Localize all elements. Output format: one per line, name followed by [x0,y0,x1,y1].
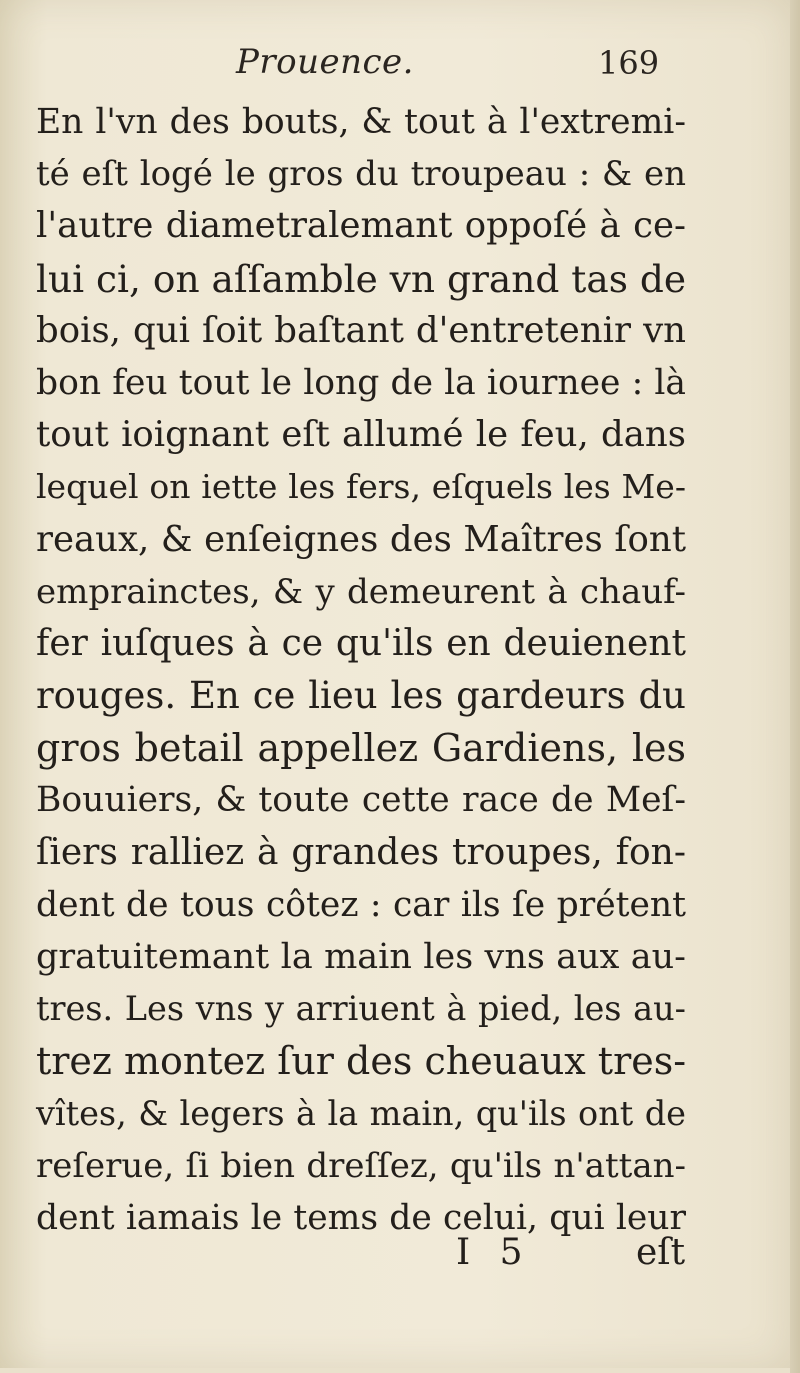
text-line: té eſt logé le gros du troupeau : & en [36,154,686,195]
text-line: emprainctes, & y demeurent à chauf- [36,571,686,612]
text-line: ſiers ralliez à grandes troupes, fon- [36,831,686,873]
text-line: l'autre diametralemant oppoſé à ce- [36,205,686,247]
page-footer [0,1232,790,1282]
text-line: tres. Les vns y arriuent à pied, les au- [36,989,686,1029]
text-line: reaux, & enſeignes des Maîtres ſont [36,518,686,560]
text-line: trez montez ſur des cheuaux tres- [36,1039,687,1084]
text-line: tout ioignant eſt allumé le feu, dans [36,414,686,456]
text-line: reſerue, ſi bien dreſſez, qu'ils n'attan- [36,1145,686,1186]
text-line: bon feu tout le long de la iournee : là [36,362,686,403]
text-line: bois, qui ſoit baſtant d'entretenir vn [36,309,686,351]
text-line: fer iuſques à ce qu'ils en deuienent [36,622,686,664]
text-line: lequel on iette les fers, eſquels les Me- [36,467,686,507]
text-line: dent iamais le tems de celui, qui leur [36,1197,686,1238]
text-line: Bouuiers, & toute cette race de Meſ- [36,780,686,821]
text-line: lui ci, on aſſamble vn grand tas de [36,256,687,301]
text-line: vîtes, & legers à la main, qu'ils ont de [36,1093,686,1133]
body-text [36,96,686,1244]
page-number: 169 [598,44,660,82]
signature-mark: I 5 [456,1232,523,1273]
text-line: gros betail appellez Gardiens, les [36,726,686,771]
text-line: En l'vn des bouts, & tout à l'extremi- [36,102,686,142]
catchword: eſt [636,1232,686,1273]
running-head: Prouence. [236,42,414,82]
text-line: gratuitemant la main les vns aux au- [36,937,686,977]
page-edge [790,0,800,1373]
page-header [0,42,790,92]
text-line: rouges. En ce lieu les gardeurs du [36,674,686,718]
text-line: dent de tous côtez : car ils ſe prétent [36,884,686,925]
